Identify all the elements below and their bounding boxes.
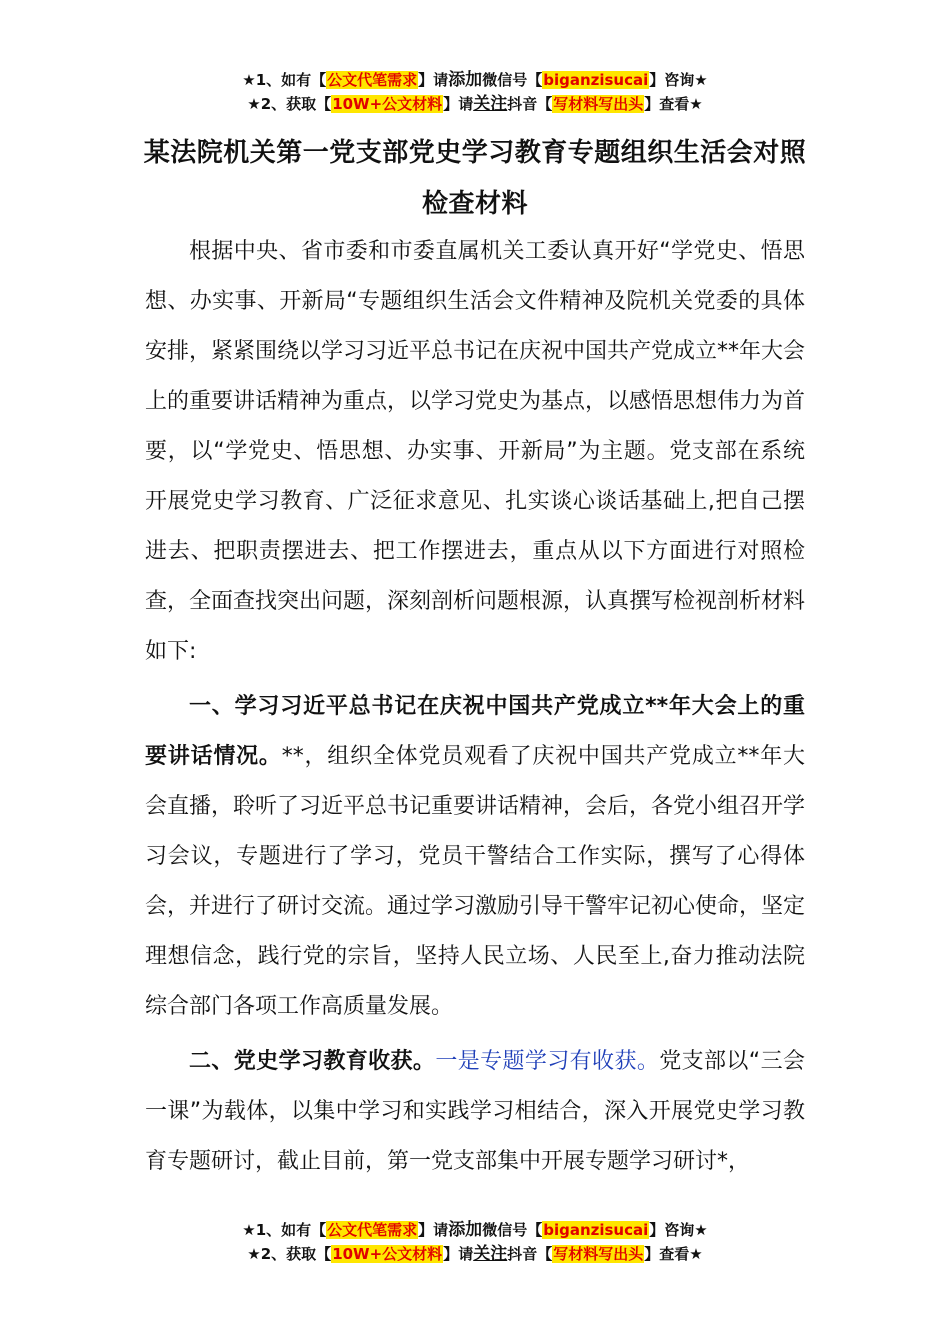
banner-line-2 xyxy=(0,92,950,116)
banner-text: ★2、获取【 xyxy=(247,1245,332,1263)
paragraph-section-1 xyxy=(145,682,805,1032)
banner-line-2 xyxy=(0,1242,950,1266)
banner-text: 】请 xyxy=(443,95,474,113)
banner-text: 微信号【 xyxy=(482,71,543,89)
banner-text: 微信号【 xyxy=(482,1221,543,1239)
banner-highlight: biganzisucai xyxy=(543,71,649,89)
paragraph-section-2 xyxy=(145,1037,805,1187)
banner-highlight: 公文代笔需求 xyxy=(327,71,418,89)
banner-highlight: biganzisucai xyxy=(543,1221,649,1239)
section-heading: 二、党史学习教育收获。 xyxy=(189,1049,436,1074)
banner-text: 】请 xyxy=(418,1221,449,1239)
banner-emphasis: 关注 xyxy=(473,1244,508,1264)
section-text: 党支部以“三会一课”为载体，以集中学习和实践学习相结合，深入开展党史学习教育专题研讨，截止目前，第一党支部集中开展专题学习研讨*， xyxy=(145,1049,805,1174)
bottom-banner xyxy=(0,1218,950,1266)
banner-text: 】查看★ xyxy=(644,1245,703,1263)
banner-highlight: 10W+公文材料 xyxy=(332,95,443,113)
banner-text: 】请 xyxy=(418,71,449,89)
banner-text: 】查看★ xyxy=(644,95,703,113)
top-banner xyxy=(0,68,950,116)
banner-text: ★2、获取【 xyxy=(247,95,332,113)
banner-text: 】咨询★ xyxy=(649,1221,708,1239)
banner-highlight: 写材料写出头 xyxy=(553,95,644,113)
banner-text: 】咨询★ xyxy=(649,71,708,89)
banner-text: 】请 xyxy=(443,1245,474,1263)
section-heading: 一、学习习近平总书记在庆祝中国共产党成立**年大会上的重要讲话情况。 xyxy=(145,694,805,769)
banner-line-1 xyxy=(0,1218,950,1242)
banner-emphasis: 关注 xyxy=(473,94,508,114)
section-text: **，组织全体党员观看了庆祝中国共产党成立**年大会直播，聆听了习近平总书记重要讲话精神，会后，各党小组召开学习会议，专题进行了学习，党员干警结合工作实际，撰写了心得体会，并进行了研讨交流。通过学习激励引导干警牢记初心使命，坚定理想信念，践行党的宗旨，坚持人民立场、人民至上,奋力推动法院综合部门各项工作高质量发展。 xyxy=(145,744,806,1019)
paragraph-intro: 根据中央、省市委和市委直属机关工委认真开好“学党史、悟思想、办实事、开新局“专题组织生活会文件精神及院机关党委的具体安排，紧紧围绕以学习习近平总书记在庆祝中国共产党成立**年大会上的重要讲话精神为重点，以学习党史为基点，以感悟思想伟力为首要，以“学党史、悟思想、办实事、开新局”为主题。党支部在系统开展党史学习教育、广泛征求意见、扎实谈心谈话基础上,把自己摆进去、把职责摆进去、把工作摆进去，重点从以下方面进行对照检查，全面查找突出问题，深刻剖析问题根源，认真撰写检视剖析材料如下: xyxy=(145,239,806,664)
banner-text: 抖音【 xyxy=(507,95,553,113)
banner-highlight: 10W+公文材料 xyxy=(332,1245,443,1263)
banner-highlight: 公文代笔需求 xyxy=(327,1221,418,1239)
banner-highlight: 写材料写出头 xyxy=(553,1245,644,1263)
document-title: 某法院机关第一党支部党史学习教育专题组织生活会对照检查材料 xyxy=(143,138,807,219)
banner-emphasis: 添加 xyxy=(448,70,483,90)
banner-text: ★1、如有【 xyxy=(242,1221,327,1239)
document-body xyxy=(145,227,805,1192)
banner-line-1 xyxy=(0,68,950,92)
banner-text: ★1、如有【 xyxy=(242,71,327,89)
subsection-heading: 一是专题学习有收获。 xyxy=(435,1049,660,1074)
banner-emphasis: 添加 xyxy=(448,1220,483,1240)
banner-text: 抖音【 xyxy=(507,1245,553,1263)
